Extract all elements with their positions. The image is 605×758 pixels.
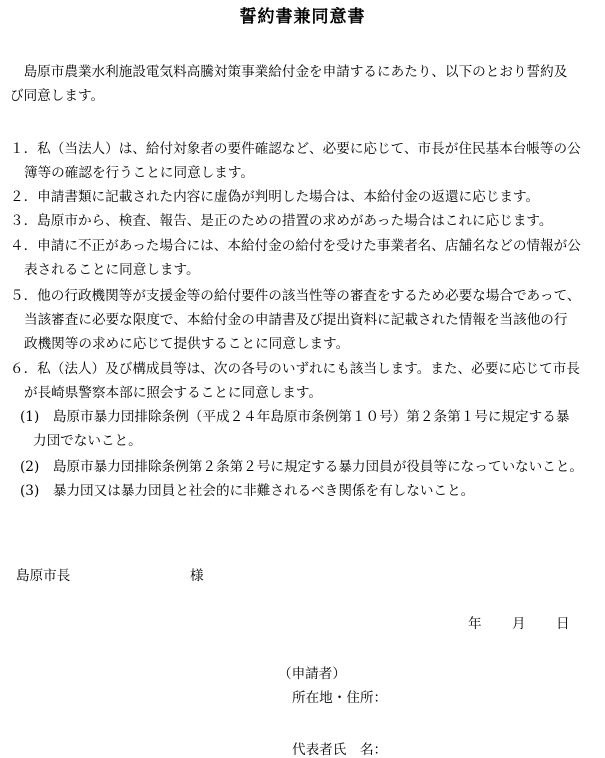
subitem-1-line-1: (1) 島原市暴力団排除条例（平成２４年島原市条例第１０号）第２条第１号に規定する暴 [20,409,570,425]
date-day: 日 [556,616,570,632]
addressee-honorific: 様 [190,568,204,584]
item-6-line-2: が長崎県警察本部に照会することに同意します。 [24,385,322,401]
item-3-line-1: ３．島原市から、検査、報告、是正のための措置の求めがあった場合はこれに応じます。 [10,213,553,229]
item-5-line-1: ５．他の行政機関等が支援金等の給付要件の該当性等の審査をするため必要な場合であって、 [10,288,581,304]
item-5-line-3: 政機関等の求めに応じて提供することに同意します。 [24,336,350,352]
item-4-line-2: 表されることに同意します。 [24,262,200,278]
item-2-line-1: ２．申請書類に記載された内容に虚偽が判明した場合は、本給付金の返還に応じます。 [10,189,540,205]
document-title: 誓約書兼同意書 [239,7,366,27]
applicant-heading: （申請者） [278,666,346,682]
item-5-line-2: 当該審査に必要な限度で、本給付金の申請書及び提出資料に記載された情報を当該他の行 [24,312,568,328]
item-4-line-1: ４．申請に不正があった場合には、本給付金の給付を受けた事業者名、店舗名などの情報が公 [10,238,581,254]
subitem-2-line-1: (2) 島原市暴力団排除条例第２条第２号に規定する暴力団員が役員等になっていないこと。 [20,459,584,475]
addressee: 島原市長 [16,568,71,584]
item-1-line-1: １．私（当法人）は、給付対象者の要件確認など、必要に応じて、市長が住民基本台帳等の公 [10,141,581,157]
subitem-3-line-1: (3) 暴力団又は暴力団員と社会的に非難されるべき関係を有しないこと。 [20,483,475,499]
intro-line-1: 島原市農業水利施設電気料高騰対策事業給付金を申請するにあたり、以下のとおり誓約及 [10,64,568,80]
item-6-line-1: ６．私（法人）及び構成員等は、次の各号のいずれにも該当します。また、必要に応じて市長 [10,361,580,377]
date-year: 年 [468,616,482,632]
date-month: 月 [512,616,526,632]
address-label: 所在地・住所： [292,690,388,706]
representative-label: 代表者氏 名： [292,742,388,758]
item-1-line-2: 簿等の確認を行うことに同意します。 [24,165,255,181]
subitem-1-line-2: 力団でないこと。 [33,433,142,449]
intro-line-2: び同意します。 [10,88,105,104]
